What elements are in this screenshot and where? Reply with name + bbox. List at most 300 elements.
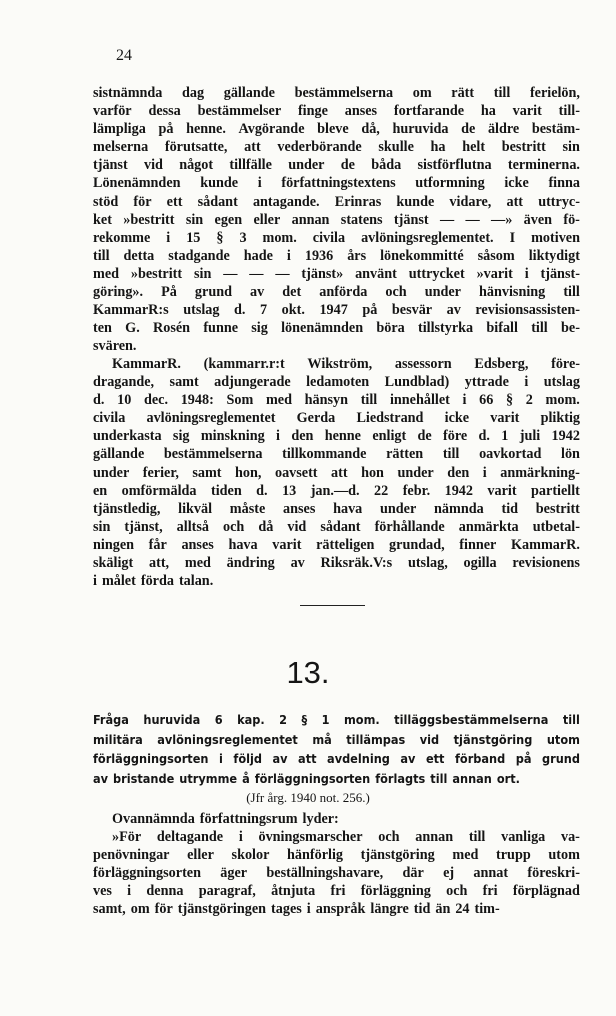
word: (kammarr.r:t bbox=[203, 356, 285, 372]
word: yttrade bbox=[464, 374, 509, 391]
text-line bbox=[93, 554, 580, 572]
text-line bbox=[93, 572, 580, 590]
word: utformning bbox=[415, 175, 485, 192]
paragraph-regulation-quote bbox=[93, 810, 580, 919]
word: egen bbox=[214, 211, 243, 228]
word: rekomme bbox=[93, 229, 151, 246]
word: tillkommande bbox=[282, 446, 367, 463]
word: bestritt bbox=[501, 139, 546, 156]
word: minskning bbox=[200, 428, 265, 445]
word: d. bbox=[93, 392, 105, 409]
word: ej bbox=[443, 865, 455, 882]
word: fri bbox=[330, 883, 346, 900]
word: med bbox=[265, 392, 292, 409]
word: hade bbox=[243, 247, 273, 264]
word: kap. bbox=[237, 712, 265, 727]
word: tjänstgöring bbox=[453, 731, 533, 747]
word: samt bbox=[192, 464, 222, 481]
word: vanliga bbox=[501, 829, 546, 846]
word: jan.—d. bbox=[310, 482, 360, 499]
text-line bbox=[93, 84, 580, 102]
text-line bbox=[93, 536, 580, 554]
word: för bbox=[133, 193, 152, 210]
word: d. bbox=[234, 302, 246, 319]
word: — bbox=[465, 211, 480, 228]
word: assessorn bbox=[394, 356, 452, 372]
word: —» bbox=[491, 211, 513, 228]
word: får bbox=[148, 536, 167, 553]
word: be- bbox=[561, 320, 580, 337]
word: I bbox=[509, 229, 516, 246]
word: ten bbox=[93, 320, 112, 337]
word: tages bbox=[271, 901, 302, 918]
word: sådant bbox=[197, 193, 238, 210]
word: annan bbox=[415, 829, 454, 846]
word: tjänst, bbox=[124, 518, 163, 535]
word: varför bbox=[93, 103, 132, 120]
word: i bbox=[93, 573, 97, 590]
word: ogilla bbox=[463, 555, 497, 572]
text-line bbox=[93, 445, 580, 463]
word: d. bbox=[478, 428, 490, 445]
word: Erinras bbox=[334, 193, 382, 210]
word: då bbox=[258, 518, 274, 535]
word: av bbox=[290, 555, 305, 572]
text-line bbox=[93, 301, 580, 319]
word: och bbox=[223, 518, 245, 535]
text-line bbox=[93, 174, 580, 192]
word: kunde bbox=[200, 175, 239, 192]
word: — bbox=[439, 211, 455, 228]
word: med bbox=[93, 265, 120, 282]
word: vederbörande bbox=[277, 139, 362, 156]
word: civila bbox=[93, 410, 126, 427]
word: till bbox=[563, 284, 580, 301]
word: under bbox=[93, 464, 130, 481]
word: partiellt bbox=[531, 482, 580, 499]
word: mom. bbox=[545, 392, 580, 409]
text-line bbox=[93, 193, 580, 211]
word: besvär bbox=[391, 302, 433, 319]
word: hänförlig bbox=[287, 847, 343, 864]
word: tjänst- bbox=[540, 265, 580, 282]
word: ledamoten bbox=[306, 374, 370, 391]
word: tjänst» bbox=[301, 265, 344, 282]
word: finge bbox=[297, 103, 328, 120]
word: uttrycket bbox=[408, 265, 465, 282]
word: detta bbox=[123, 247, 155, 264]
text-line bbox=[93, 710, 580, 730]
word: i bbox=[482, 464, 487, 481]
word: KammarR:s bbox=[93, 302, 169, 319]
word: hon, bbox=[235, 464, 262, 481]
word: varit bbox=[512, 103, 542, 120]
text-line bbox=[93, 464, 580, 482]
text-line bbox=[93, 138, 580, 156]
word: sig bbox=[251, 320, 268, 337]
word: utslag bbox=[183, 302, 220, 319]
word: lön bbox=[561, 446, 580, 463]
word: tjänstgöring bbox=[360, 847, 435, 864]
word: att bbox=[506, 193, 524, 210]
word: i bbox=[218, 751, 223, 766]
word: helt bbox=[462, 139, 486, 156]
word: av bbox=[272, 751, 288, 766]
text-line bbox=[93, 828, 580, 846]
word: utbetal- bbox=[532, 518, 580, 535]
word: av bbox=[93, 770, 109, 786]
section-question bbox=[93, 710, 580, 788]
word: till bbox=[531, 320, 548, 337]
word: 2 bbox=[525, 392, 533, 409]
word: års bbox=[347, 247, 367, 264]
word: dec. bbox=[143, 392, 169, 409]
word: pliktig bbox=[540, 410, 580, 427]
word: Wikström, bbox=[307, 356, 373, 372]
word: 24 bbox=[455, 901, 470, 918]
word: ett bbox=[425, 751, 445, 766]
word: 1942 bbox=[444, 482, 473, 499]
word: om bbox=[130, 901, 150, 918]
word: att, bbox=[149, 555, 170, 572]
word: annat bbox=[473, 865, 509, 882]
text-line bbox=[93, 749, 580, 769]
word: trupp bbox=[496, 847, 531, 864]
word: Som bbox=[226, 392, 254, 409]
word: 1936 bbox=[304, 247, 334, 264]
word: ferielön, bbox=[529, 85, 580, 101]
word: va- bbox=[560, 829, 580, 846]
word: de bbox=[417, 428, 432, 445]
word: terminerna. bbox=[507, 157, 580, 174]
word: melserna bbox=[93, 139, 149, 156]
word: Edsberg, bbox=[474, 356, 529, 372]
word: före bbox=[443, 428, 468, 445]
word: 7 bbox=[260, 302, 268, 319]
word: icke bbox=[444, 410, 470, 427]
word: gällande bbox=[93, 446, 145, 463]
word: Lönenämnden bbox=[93, 175, 181, 192]
word: förda bbox=[140, 573, 174, 590]
word: om bbox=[412, 85, 432, 101]
word: grund bbox=[194, 284, 232, 301]
word: till bbox=[442, 446, 460, 463]
word: tilläggsbestämmelserna bbox=[394, 712, 549, 727]
word: sin bbox=[193, 265, 212, 282]
word: motiven bbox=[531, 229, 580, 246]
word: funne bbox=[203, 320, 239, 337]
word: anförda bbox=[319, 284, 368, 301]
word: å bbox=[242, 770, 250, 786]
word: bleve bbox=[317, 121, 349, 138]
word: målet bbox=[101, 573, 136, 590]
word: G. bbox=[125, 320, 140, 337]
word: ett bbox=[166, 193, 183, 210]
word: huruvida bbox=[392, 121, 449, 138]
word: talan. bbox=[178, 573, 214, 590]
word: rätt bbox=[451, 85, 475, 101]
word: d. bbox=[256, 482, 268, 499]
word: än bbox=[435, 901, 451, 918]
word: att bbox=[331, 464, 348, 481]
word: i bbox=[462, 392, 467, 409]
word: bestämmelserna bbox=[294, 85, 394, 101]
word: sin bbox=[93, 518, 111, 535]
word: oavsett bbox=[274, 464, 318, 481]
text-line bbox=[93, 319, 580, 337]
word: svären. bbox=[93, 338, 137, 355]
word: revisionsassisten- bbox=[475, 302, 580, 319]
word: paragraf, bbox=[198, 883, 256, 900]
word: lämpliga bbox=[93, 121, 146, 138]
section-divider bbox=[300, 605, 365, 606]
word: ves bbox=[93, 883, 112, 900]
word: i bbox=[524, 265, 529, 282]
word: äger bbox=[220, 865, 248, 882]
word: hon bbox=[361, 464, 384, 481]
word: varit bbox=[490, 410, 520, 427]
word: skulle bbox=[378, 139, 414, 156]
word: 2 bbox=[279, 712, 288, 727]
word: utom bbox=[548, 847, 580, 864]
word: av bbox=[446, 302, 461, 319]
word: föreskri- bbox=[527, 865, 580, 882]
word: eller bbox=[253, 211, 281, 228]
word: förläggningsorten bbox=[254, 770, 371, 786]
word: militära bbox=[93, 731, 143, 747]
word: adjungerade bbox=[214, 374, 291, 391]
word: avlöningsreglementet bbox=[146, 410, 276, 427]
word: underkasta bbox=[93, 428, 162, 445]
word: 1948: bbox=[180, 392, 214, 409]
word: annan bbox=[291, 211, 330, 228]
word: tillämpas bbox=[346, 731, 406, 747]
word: huruvida bbox=[143, 712, 201, 727]
word: ändring bbox=[226, 555, 275, 572]
word: på bbox=[515, 751, 532, 766]
word: förläggningsorten bbox=[93, 865, 201, 882]
word: ha bbox=[430, 139, 446, 156]
word: anses bbox=[344, 103, 378, 120]
word: stadgande bbox=[168, 247, 230, 264]
word: bifall bbox=[486, 320, 518, 337]
word: hava bbox=[228, 536, 258, 553]
word: finner bbox=[459, 536, 497, 553]
word: fortfarande bbox=[393, 103, 465, 120]
word: tjänstgöringen bbox=[177, 901, 267, 918]
word: skolor bbox=[231, 847, 270, 864]
word: till bbox=[493, 85, 511, 101]
text-line bbox=[93, 283, 580, 301]
word: före- bbox=[551, 356, 580, 372]
word: »För bbox=[112, 829, 142, 846]
word: förutsatte, bbox=[164, 139, 228, 156]
text-line bbox=[93, 500, 580, 518]
word: okt. bbox=[281, 302, 305, 319]
text-line bbox=[93, 482, 580, 500]
word: mom. bbox=[343, 712, 380, 727]
word: de bbox=[340, 157, 355, 174]
word: »bestritt bbox=[130, 265, 183, 282]
word: samt bbox=[169, 374, 199, 391]
word: skäligt bbox=[93, 555, 134, 572]
word: ort. bbox=[496, 770, 520, 786]
text-line bbox=[93, 730, 580, 750]
word: sådant bbox=[320, 518, 361, 535]
word: grundad, bbox=[389, 536, 445, 553]
word: juli bbox=[519, 428, 541, 445]
word: lönekommitté bbox=[380, 247, 464, 264]
word: böra bbox=[376, 320, 405, 337]
word: tim- bbox=[474, 901, 500, 918]
word: henne. bbox=[186, 121, 226, 138]
word: Gerda bbox=[296, 410, 336, 427]
word: »bestritt bbox=[123, 211, 175, 228]
word: äldre bbox=[487, 121, 520, 138]
word: utslag, bbox=[407, 555, 448, 572]
text-line bbox=[93, 864, 580, 882]
word: till bbox=[93, 247, 110, 264]
word: Ovannämnda bbox=[112, 811, 195, 827]
word: tillstyrka bbox=[417, 320, 474, 337]
word: Liedstrand bbox=[356, 410, 424, 427]
word: med bbox=[452, 847, 479, 864]
word: febr. bbox=[402, 482, 431, 499]
word: förhållande bbox=[374, 518, 445, 535]
text-line bbox=[93, 900, 580, 918]
text-line bbox=[93, 409, 580, 427]
reference-note: (Jfr årg. 1940 not. 256.) bbox=[246, 790, 370, 805]
word: i bbox=[286, 247, 291, 264]
word: 15 bbox=[186, 229, 201, 246]
word: förplägnad bbox=[512, 883, 580, 900]
word: oavkortad bbox=[479, 446, 542, 463]
word: avlöningsreglementet bbox=[157, 731, 298, 747]
word: anmärkning- bbox=[500, 464, 580, 481]
word: måste bbox=[229, 500, 266, 517]
word: i bbox=[257, 175, 262, 192]
word: tjänst bbox=[93, 157, 128, 174]
word: 1 bbox=[321, 712, 330, 727]
word: av bbox=[250, 284, 265, 301]
word: vid bbox=[287, 518, 307, 535]
text-line bbox=[93, 211, 580, 229]
word: Fråga bbox=[93, 712, 129, 727]
word: en bbox=[93, 482, 108, 499]
word: vid bbox=[143, 157, 163, 174]
word: hänvisning bbox=[479, 284, 546, 301]
word: dag bbox=[182, 85, 205, 101]
word: civila bbox=[312, 229, 346, 246]
word: bestämmelserna bbox=[163, 446, 263, 463]
word: 66 bbox=[479, 392, 494, 409]
word: använt bbox=[355, 265, 397, 282]
text-line bbox=[93, 156, 580, 174]
word: sistnämnda bbox=[93, 85, 163, 101]
word: sig bbox=[172, 428, 190, 445]
text-line bbox=[93, 337, 580, 355]
word: till bbox=[360, 392, 378, 409]
word: gällande bbox=[223, 85, 275, 101]
word: något bbox=[179, 157, 214, 174]
word: 13 bbox=[282, 482, 297, 499]
text-line bbox=[93, 120, 580, 138]
word: i bbox=[127, 883, 132, 900]
word: till bbox=[562, 712, 580, 727]
word: innehållet bbox=[389, 392, 450, 409]
word: antagande. bbox=[252, 193, 320, 210]
word: kunde bbox=[396, 193, 435, 210]
word: lönenämnden bbox=[281, 320, 364, 337]
word: anses bbox=[283, 500, 316, 517]
text-line bbox=[93, 229, 580, 247]
word: Rosén bbox=[153, 320, 191, 337]
word: göring». bbox=[93, 284, 144, 301]
word: Riksräk.V:s bbox=[320, 555, 393, 572]
word: På bbox=[161, 284, 177, 301]
word: annan bbox=[452, 770, 492, 786]
word: tid bbox=[501, 500, 519, 517]
word: övningsmarscher bbox=[258, 829, 363, 846]
word: ningen bbox=[93, 536, 135, 553]
word: § bbox=[301, 712, 308, 727]
text-line bbox=[93, 846, 580, 864]
word: under bbox=[397, 464, 434, 481]
word: — bbox=[223, 265, 238, 282]
paragraph-continuation bbox=[93, 84, 580, 355]
word: icke bbox=[504, 175, 529, 192]
word: mom. bbox=[262, 229, 297, 246]
word: under bbox=[288, 157, 325, 174]
word: då, bbox=[361, 121, 380, 138]
word: liktydigt bbox=[528, 247, 580, 264]
text-line bbox=[93, 373, 580, 391]
word: beställningshavare, bbox=[266, 865, 384, 882]
word: till- bbox=[558, 103, 580, 120]
text-line bbox=[93, 427, 580, 445]
word: det bbox=[282, 284, 302, 301]
word: bestäm- bbox=[531, 121, 580, 138]
word: förband bbox=[455, 751, 506, 766]
word: längre bbox=[370, 901, 409, 918]
page-number: 24 bbox=[116, 47, 132, 64]
word: för bbox=[154, 901, 173, 918]
word: på bbox=[362, 302, 378, 319]
text-line bbox=[93, 882, 580, 900]
word: bestritt bbox=[535, 500, 580, 517]
word: fri bbox=[482, 883, 498, 900]
word: av bbox=[400, 751, 416, 766]
word: varit bbox=[272, 536, 302, 553]
word: 6 bbox=[214, 712, 223, 727]
word: KammarR. bbox=[112, 356, 181, 372]
word: under bbox=[424, 284, 461, 301]
section-number: 13. bbox=[286, 655, 330, 690]
word: hava bbox=[333, 500, 363, 517]
word: § bbox=[216, 229, 224, 246]
word: — bbox=[275, 265, 290, 282]
word: varit bbox=[487, 482, 517, 499]
word: deltagande bbox=[156, 829, 224, 846]
word: 1 bbox=[501, 428, 509, 445]
word: likväl bbox=[178, 500, 213, 517]
word: och bbox=[385, 284, 407, 301]
word: i bbox=[238, 829, 243, 846]
word: 1942 bbox=[551, 428, 580, 445]
word: och bbox=[446, 883, 468, 900]
word: »varit bbox=[476, 265, 513, 282]
word: § bbox=[506, 392, 514, 409]
